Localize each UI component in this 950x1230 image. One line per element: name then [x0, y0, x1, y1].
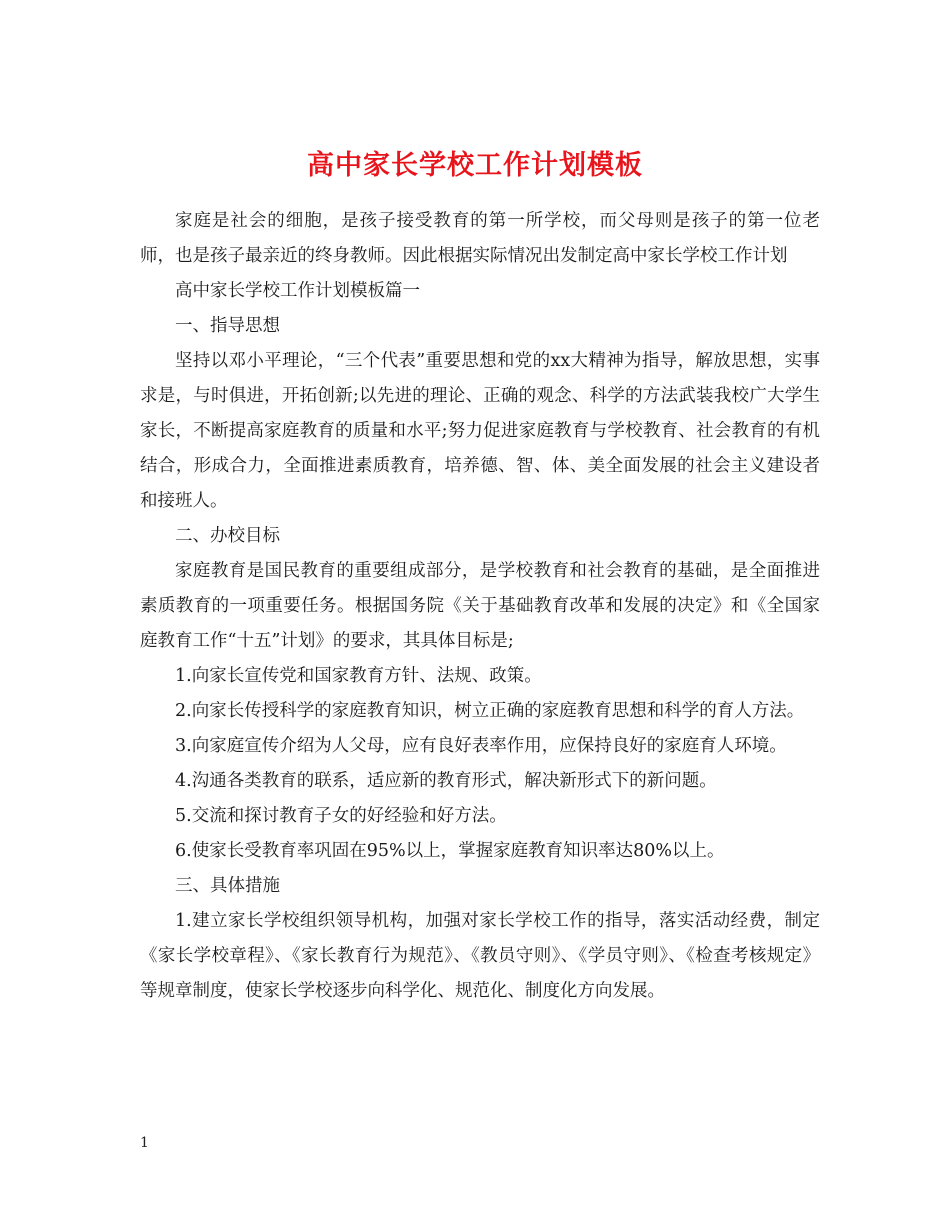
page-number: 1 — [140, 1135, 149, 1151]
paragraph-intro: 家庭是社会的细胞，是孩子接受教育的第一所学校，而父母则是孩子的第一位老师，也是孩子最亲近的终身教师。因此根据实际情况出发制定高中家长学校工作计划 — [140, 211, 820, 266]
heading-specific-measures: 三、具体措施 — [175, 876, 280, 896]
paragraph-school-goals: 家庭教育是国民教育的重要组成部分，是学校教育和社会教育的基础，是全面推进素质教育的一项重要任务。根据国务院《关于基础教育改革和发展的决定》和《全国家庭教育工作“十五”计划》的要求，其具体目标是; — [140, 561, 820, 651]
goal-item-5: 5.交流和探讨教育子女的好经验和好方法。 — [175, 806, 507, 826]
heading-school-goals: 二、办校目标 — [175, 526, 280, 546]
goal-item-2: 2.向家长传授科学的家庭教育知识，树立正确的家庭教育思想和科学的育人方法。 — [175, 701, 805, 721]
goal-item-3: 3.向家庭宣传介绍为人父母，应有良好表率作用，应保持良好的家庭育人环境。 — [175, 736, 787, 756]
document-title: 高中家长学校工作计划模板 — [307, 150, 643, 182]
goal-item-6: 6.使家长受教育率巩固在95%以上，掌握家庭教育知识率达80%以上。 — [175, 841, 725, 861]
paragraph-guiding-ideology: 坚持以邓小平理论，“三个代表”重要思想和党的xx大精神为指导，解放思想，实事求是，与时俱进，开拓创新;以先进的理论、正确的观念、科学的方法武装我校广大学生家长，不断提高家庭教育的质量和水平;努力促进家庭教育与学校教育、社会教育的有机结合，形成合力，全面推进素质教育，培养德、智、体、美全面发展的社会主义建设者和接班人。 — [140, 351, 820, 511]
document-body — [140, 204, 820, 1009]
goal-item-4: 4.沟通各类教育的联系，适应新的教育形式，解决新形式下的新问题。 — [175, 771, 717, 791]
goal-item-1: 1.向家长宣传党和国家教育方针、法规、政策。 — [175, 666, 542, 686]
measure-item-1: 1.建立家长学校组织领导机构，加强对家长学校工作的指导，落实活动经费，制定《家长学校章程》、《家长教育行为规范》、《教员守则》、《学员守则》、《检查考核规定》等规章制度，使家长学校逐步向科学化、规范化、制度化方向发展。 — [140, 911, 820, 1001]
section-subtitle: 高中家长学校工作计划模板篇一 — [175, 281, 420, 301]
heading-guiding-ideology: 一、指导思想 — [175, 316, 280, 336]
